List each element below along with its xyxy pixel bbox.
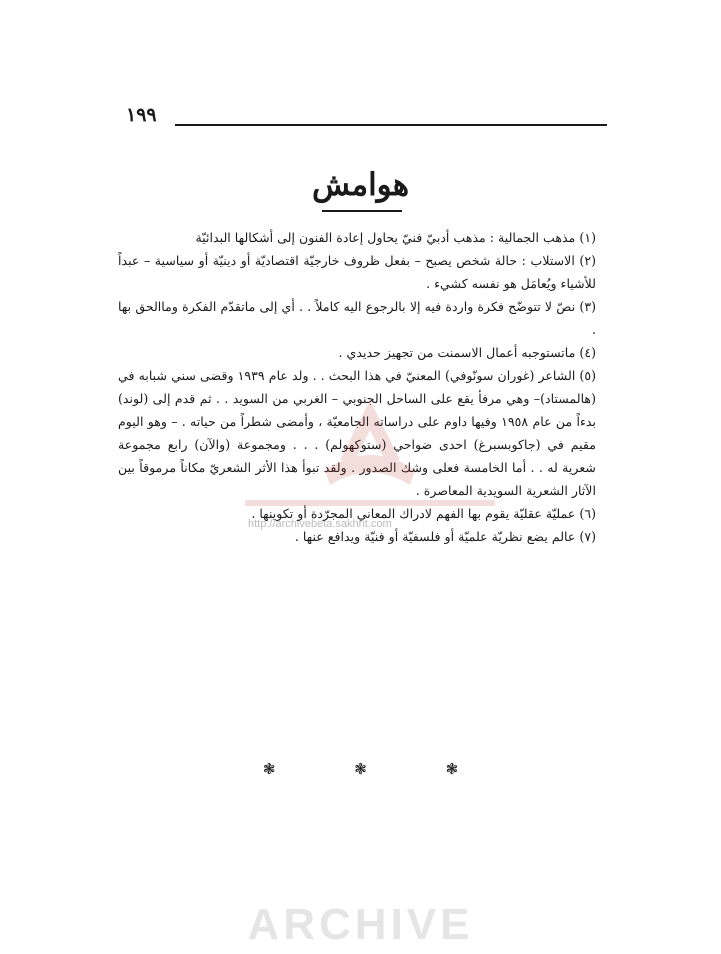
footnote-5: (٥) الشاعر (غوران سونّوفي) المعنيّ في هذا البحث . . ولد عام ١٩٣٩ وقضى سني شبابه في (هالمستاد)– وهي مرفأ يقع على الساحل الجنوبي – الغربي من السويد . . ثم قدم إلى (لوند) بدءاً من عام ١٩٥٨ وفيها داوم على دراساته الجامعيّة ، وأمضى شطراً من حياته . – وهو اليوم مقيم في (جاكوبسبرغ) احدى ضواحي (ستوكهولم) . . . ومجموعة (والآن) رابع مجموعة شعرية له . . أما الخامسة فعلى وشك الصدور . ولقد تبوأ هذا الأثر الشعريّ مكاناً مرموقاً بين الآثار الشعرية السويدية المعاصرة . xyxy=(118,368,596,498)
header-rule xyxy=(175,124,607,126)
ornament-icon: ❃ xyxy=(445,760,459,778)
watermark-url: http://archivebeta.sakhrit.com xyxy=(248,518,392,530)
section-ornaments xyxy=(0,760,721,778)
footnote-7: (٧) عالم يضع نظريّة علميّة أو فلسفيّة أو فنيّة ويدافع عنها . xyxy=(294,529,596,544)
ornament-icon: ❃ xyxy=(262,760,276,778)
page-title: هوامش xyxy=(311,167,410,203)
footnote-4: (٤) ماتستوجبه أعمال الاسمنت من تجهيز حديدي . xyxy=(338,345,596,360)
title-underline xyxy=(322,210,402,212)
footnote-6: (٦) عمليّة عقليّة يقوم بها الفهم لادراك المعاني المجرّدة أو تكوينها . xyxy=(251,506,596,521)
footnote-1: (١) مذهب الجمالية : مذهب أدبيّ فنيّ يحاول إعادة الفنون إلى أشكالها البدائيّة xyxy=(195,230,596,245)
ornament-icon: ❃ xyxy=(354,760,367,778)
footnote-3: (٣) نصّ لا تتوضّح فكرة واردة فيه إلا بالرجوع اليه كاملاً . . أي إلى ماتقدّم الفكرة وماالحق بها . xyxy=(118,299,596,337)
page-number: ١٩٩ xyxy=(126,104,157,126)
footnotes-list xyxy=(118,226,596,548)
archive-watermark-text: ARCHIVE xyxy=(247,900,474,949)
footnote-2: (٢) الاستلاب : حالة شخص يصبح – بفعل ظروف خارجيّة اقتصاديّة أو دينيّة أو سياسية – عبداً للأشياء ويُعامَل هو نفسه كشيء . xyxy=(118,253,596,291)
